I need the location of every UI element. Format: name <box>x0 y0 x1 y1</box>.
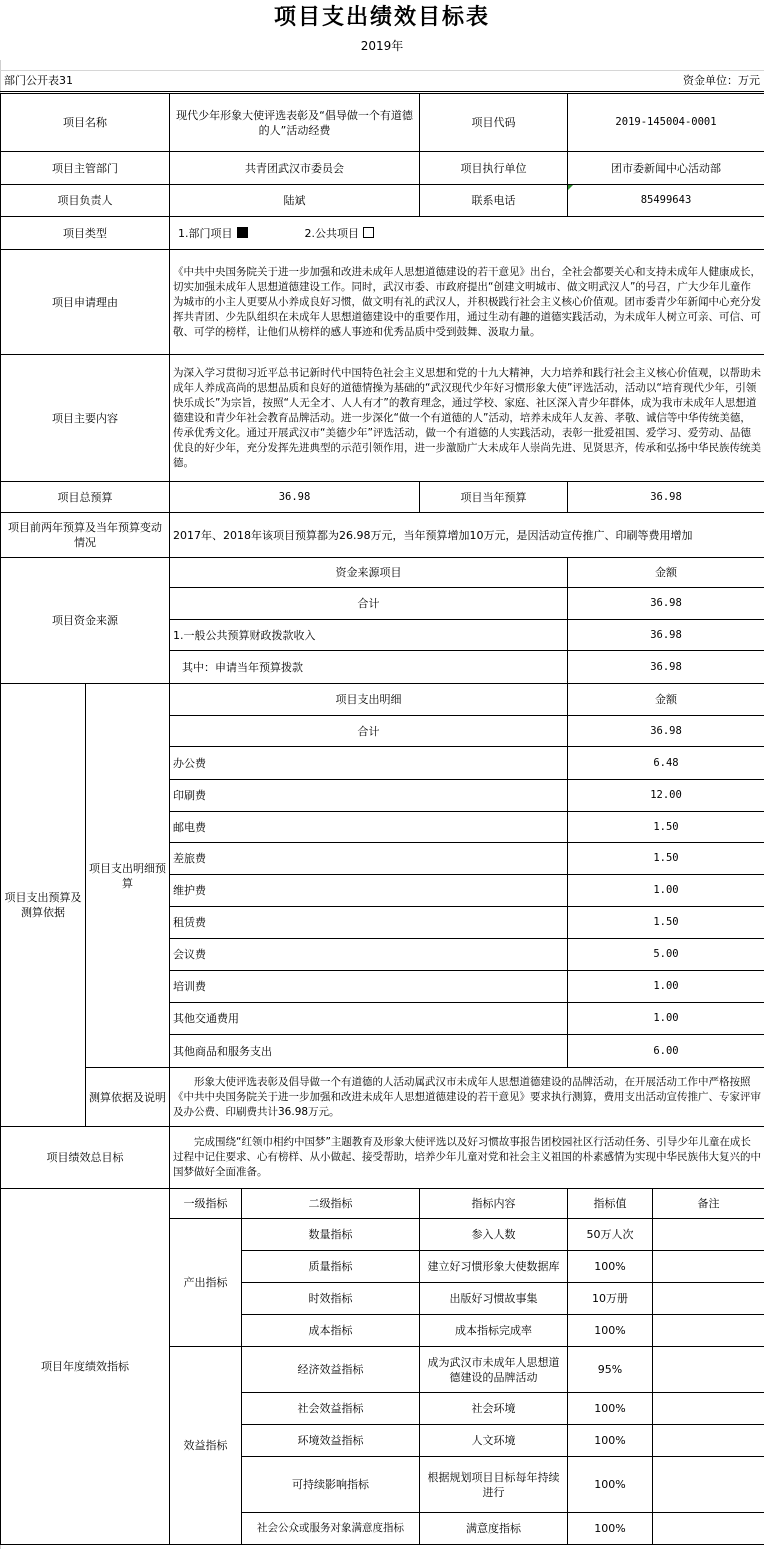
value-department[interactable]: 共青团武汉市委员会 <box>170 152 420 185</box>
expense-name: 维护费 <box>170 875 568 907</box>
indicator-value[interactable]: 100% <box>568 1513 653 1545</box>
header-funding-source: 资金来源项目 <box>170 558 568 588</box>
header-note: 备注 <box>653 1189 764 1219</box>
indicator-note[interactable] <box>653 1283 764 1315</box>
meta-row <box>0 70 764 92</box>
value-project-name[interactable]: 现代少年形象大使评选表彰及“倡导做一个有道德的人”活动经费 <box>170 94 420 152</box>
value-project-code[interactable]: 2019-145004-0001 <box>568 94 764 152</box>
indicator-value[interactable]: 100% <box>568 1393 653 1425</box>
funding-amount[interactable]: 36.98 <box>568 651 764 684</box>
indicator-content[interactable]: 社会环境 <box>420 1393 568 1425</box>
header-level1: 一级指标 <box>170 1189 242 1219</box>
funding-amount[interactable]: 36.98 <box>568 588 764 620</box>
value-basis[interactable]: 形象大使评选表彰及倡导做一个有道德的人活动属武汉市未成年人思想道德建设的品牌活动，在开展活动工作中严格按照《中共中央国务院关于进一步加强和改进未成年人思想道德建设的若干意见》要求执行测算，费用支出活动宣传推广、专家评审及办公费、印刷费共计36.98万元。 <box>170 1068 764 1127</box>
expense-name: 其他商品和服务支出 <box>170 1035 568 1068</box>
value-exec-unit[interactable]: 团市委新闻中心活动部 <box>568 152 764 185</box>
expense-amount[interactable]: 1.50 <box>568 843 764 875</box>
row-goal <box>1 1127 764 1189</box>
row-basis <box>1 1068 764 1127</box>
currency-unit: 资金单位：万元 <box>683 74 760 87</box>
indicator-value[interactable]: 50万人次 <box>568 1219 653 1251</box>
indicator-note[interactable] <box>653 1425 764 1457</box>
expense-total-value[interactable]: 36.98 <box>568 716 764 747</box>
funding-name: 其中：申请当年预算拨款 <box>170 651 568 684</box>
indicator-level2: 成本指标 <box>242 1315 420 1347</box>
indicator-level2: 环境效益指标 <box>242 1425 420 1457</box>
expense-name: 租赁费 <box>170 907 568 939</box>
label-funding: 项目资金来源 <box>1 558 170 684</box>
indicator-content[interactable]: 满意度指标 <box>420 1513 568 1545</box>
value-phone[interactable] <box>568 185 764 217</box>
indicator-note[interactable] <box>653 1315 764 1347</box>
indicator-note[interactable] <box>653 1457 764 1513</box>
label-goal: 项目绩效总目标 <box>1 1127 170 1189</box>
row-owner <box>1 185 764 217</box>
type-option-2: 2.公共项目 <box>304 226 359 240</box>
label-phone: 联系电话 <box>420 185 568 217</box>
indicator-value[interactable]: 95% <box>568 1347 653 1393</box>
funding-name: 1.一般公共预算财政拨款收入 <box>170 620 568 651</box>
value-current-budget[interactable]: 36.98 <box>568 482 764 513</box>
row-reason <box>1 250 764 355</box>
indicator-level2: 经济效益指标 <box>242 1347 420 1393</box>
header-level2: 二级指标 <box>242 1189 420 1219</box>
phone-text: 85499643 <box>640 194 692 206</box>
label-project-type: 项目类型 <box>1 217 170 250</box>
indicator-note[interactable] <box>653 1393 764 1425</box>
indicator-level2: 数量指标 <box>242 1219 420 1251</box>
row-budget <box>1 482 764 513</box>
expense-name: 会议费 <box>170 939 568 971</box>
row-indicators-header <box>1 1189 764 1219</box>
expense-name: 邮电费 <box>170 812 568 843</box>
table-number: 部门公开表31 <box>4 74 73 87</box>
indicator-note[interactable] <box>653 1513 764 1545</box>
indicator-value[interactable]: 100% <box>568 1457 653 1513</box>
label-content: 项目主要内容 <box>1 355 170 482</box>
indicator-content[interactable]: 人文环境 <box>420 1425 568 1457</box>
label-reason: 项目申请理由 <box>1 250 170 355</box>
indicator-value[interactable]: 100% <box>568 1315 653 1347</box>
expense-name: 差旅费 <box>170 843 568 875</box>
label-total-budget: 项目总预算 <box>1 482 170 513</box>
year-label: 2019年 <box>360 39 404 53</box>
row-budget-change <box>1 513 764 558</box>
expense-amount[interactable]: 1.00 <box>568 971 764 1003</box>
funding-name: 合计 <box>170 588 568 620</box>
label-current-budget: 项目当年预算 <box>420 482 568 513</box>
performance-table <box>0 93 764 1545</box>
indicator-level2: 时效指标 <box>242 1283 420 1315</box>
value-goal[interactable]: 完成围绕“红领巾相约中国梦”主题教育及形象大使评选以及好习惯故事报告团校园社区行活动任务、引导少年儿童在成长过程中记住要求、心有榜样、从小做起、接受帮助，培养少年儿童对党和社会主义祖国的朴素感情为实现中华民族伟大复兴的中国梦做好全面准备。 <box>170 1127 764 1189</box>
indicator-level2: 质量指标 <box>242 1251 420 1283</box>
indicator-level2: 可持续影响指标 <box>242 1457 420 1513</box>
type-option-1: 1.部门项目 <box>178 226 233 240</box>
funding-amount[interactable]: 36.98 <box>568 620 764 651</box>
header-expense-item: 项目支出明细 <box>170 684 568 716</box>
header-funding-amount: 金额 <box>568 558 764 588</box>
value-reason[interactable]: 《中共中央国务院关于进一步加强和改进未成年人思想道德建设的若干意见》出台，全社会都要关心和支持未成年人健康成长，切实加强未成年人思想道德建设工作。同时，武汉市委、市政府提出“创建文明城市、做文明武汉人”的号召，广大少年儿童作为城市的小主人更要从小养成良好习惯，做文明有礼的武汉人，并积极践行社会主义核心价值观。团市委青少年新闻中心充分发挥共青团、少先队组织在未成年人思想道德建设中的重要作用，通过生动有趣的道德实践活动，为未成年人树立可亲、可信、可敬、可学的榜样，让他们从榜样的感人事迹和优秀品质中受到鼓舞、汲取力量。 <box>170 250 764 355</box>
indicator-value[interactable]: 100% <box>568 1251 653 1283</box>
indicator-note[interactable] <box>653 1219 764 1251</box>
expense-amount[interactable]: 12.00 <box>568 780 764 812</box>
expense-name: 印刷费 <box>170 780 568 812</box>
indicator-level2: 社会公众或服务对象满意度指标 <box>242 1513 420 1545</box>
indicator-content[interactable]: 根据规划项目目标每年持续进行 <box>420 1457 568 1513</box>
label-project-code: 项目代码 <box>420 94 568 152</box>
label-owner: 项目负责人 <box>1 185 170 217</box>
label-project-name: 项目名称 <box>1 94 170 152</box>
row-project-name <box>1 94 764 152</box>
value-content[interactable]: 为深入学习贯彻习近平总书记新时代中国特色社会主义思想和党的十九大精神，大力培养和践行社会主义核心价值观，以帮助未成年人养成高尚的思想品质和良好的道德情操为基础的“武汉现代少年好习惯形象大使”评选活动，活动以“培育现代少年，引领快乐成长”为宗旨，按照“人无全才、人人有才”的教育理念，通过学校、家庭、社区深入青少年群体，成为我市未成年人思想道德建设和青少年社会教育品牌活动。进一步深化“做一个有道德的人”活动，培养未成年人友善、孝敬、诚信等中华传统美德，传承优秀文化。通过开展武汉市“美德少年”评选活动，做一个有道德的人实践活动，表彰一批爱祖国、爱学习、爱劳动、品德优良的好少年，充分发挥先进典型的示范引领作用，进一步激励广大未成年人崇尚先进、见贤思齐，传承和弘扬中华民族传统美德。 <box>170 355 764 482</box>
indicator-content[interactable]: 参入人数 <box>420 1219 568 1251</box>
expense-amount[interactable]: 5.00 <box>568 939 764 971</box>
expense-name: 办公费 <box>170 747 568 780</box>
comment-marker-icon <box>568 185 573 190</box>
row-project-type <box>1 217 764 250</box>
checked-box-icon <box>237 227 248 238</box>
value-owner[interactable]: 陆斌 <box>170 185 420 217</box>
row-content <box>1 355 764 482</box>
expense-amount[interactable]: 1.00 <box>568 875 764 907</box>
row-department <box>1 152 764 185</box>
row-funding-header <box>1 558 764 588</box>
unchecked-box-icon <box>363 227 374 238</box>
header-content: 指标内容 <box>420 1189 568 1219</box>
expense-total-label: 合计 <box>170 716 568 747</box>
expense-amount[interactable]: 1.50 <box>568 907 764 939</box>
indicator-value[interactable]: 10万册 <box>568 1283 653 1315</box>
expense-amount[interactable]: 1.00 <box>568 1003 764 1035</box>
indicator-content[interactable]: 建立好习惯形象大使数据库 <box>420 1251 568 1283</box>
label-expense-outer: 项目支出预算及测算依据 <box>1 684 86 1127</box>
expense-name: 其他交通费用 <box>170 1003 568 1035</box>
indicator-level2: 社会效益指标 <box>242 1393 420 1425</box>
header-value: 指标值 <box>568 1189 653 1219</box>
page-title: 项目支出绩效目标表 <box>273 5 490 30</box>
label-exec-unit: 项目执行单位 <box>420 152 568 185</box>
label-basis: 测算依据及说明 <box>86 1068 170 1127</box>
expense-amount[interactable]: 6.00 <box>568 1035 764 1068</box>
label-department: 项目主管部门 <box>1 152 170 185</box>
row-expense-header <box>1 684 764 716</box>
group-output: 产出指标 <box>170 1219 242 1347</box>
indicator-content[interactable]: 成为武汉市未成年人思想道德建设的品牌活动 <box>420 1347 568 1393</box>
label-expense-detail: 项目支出明细预算 <box>86 684 170 1068</box>
group-benefit: 效益指标 <box>170 1347 242 1545</box>
indicator-content[interactable]: 成本指标完成率 <box>420 1315 568 1347</box>
expense-name: 培训费 <box>170 971 568 1003</box>
header-expense-amount: 金额 <box>568 684 764 716</box>
indicator-content[interactable]: 出版好习惯故事集 <box>420 1283 568 1315</box>
indicator-note[interactable] <box>653 1251 764 1283</box>
label-indicators: 项目年度绩效指标 <box>1 1189 170 1545</box>
expense-amount[interactable]: 6.48 <box>568 747 764 780</box>
label-budget-change: 项目前两年预算及当年预算变动情况 <box>1 513 170 558</box>
indicator-note[interactable] <box>653 1347 764 1393</box>
value-total-budget[interactable]: 36.98 <box>170 482 420 513</box>
value-project-type[interactable] <box>170 217 764 250</box>
expense-amount[interactable]: 1.50 <box>568 812 764 843</box>
value-budget-change[interactable]: 2017年、2018年该项目预算都为26.98万元，当年预算增加10万元，是因活动宣传推广、印刷等费用增加 <box>170 513 764 558</box>
indicator-value[interactable]: 100% <box>568 1425 653 1457</box>
